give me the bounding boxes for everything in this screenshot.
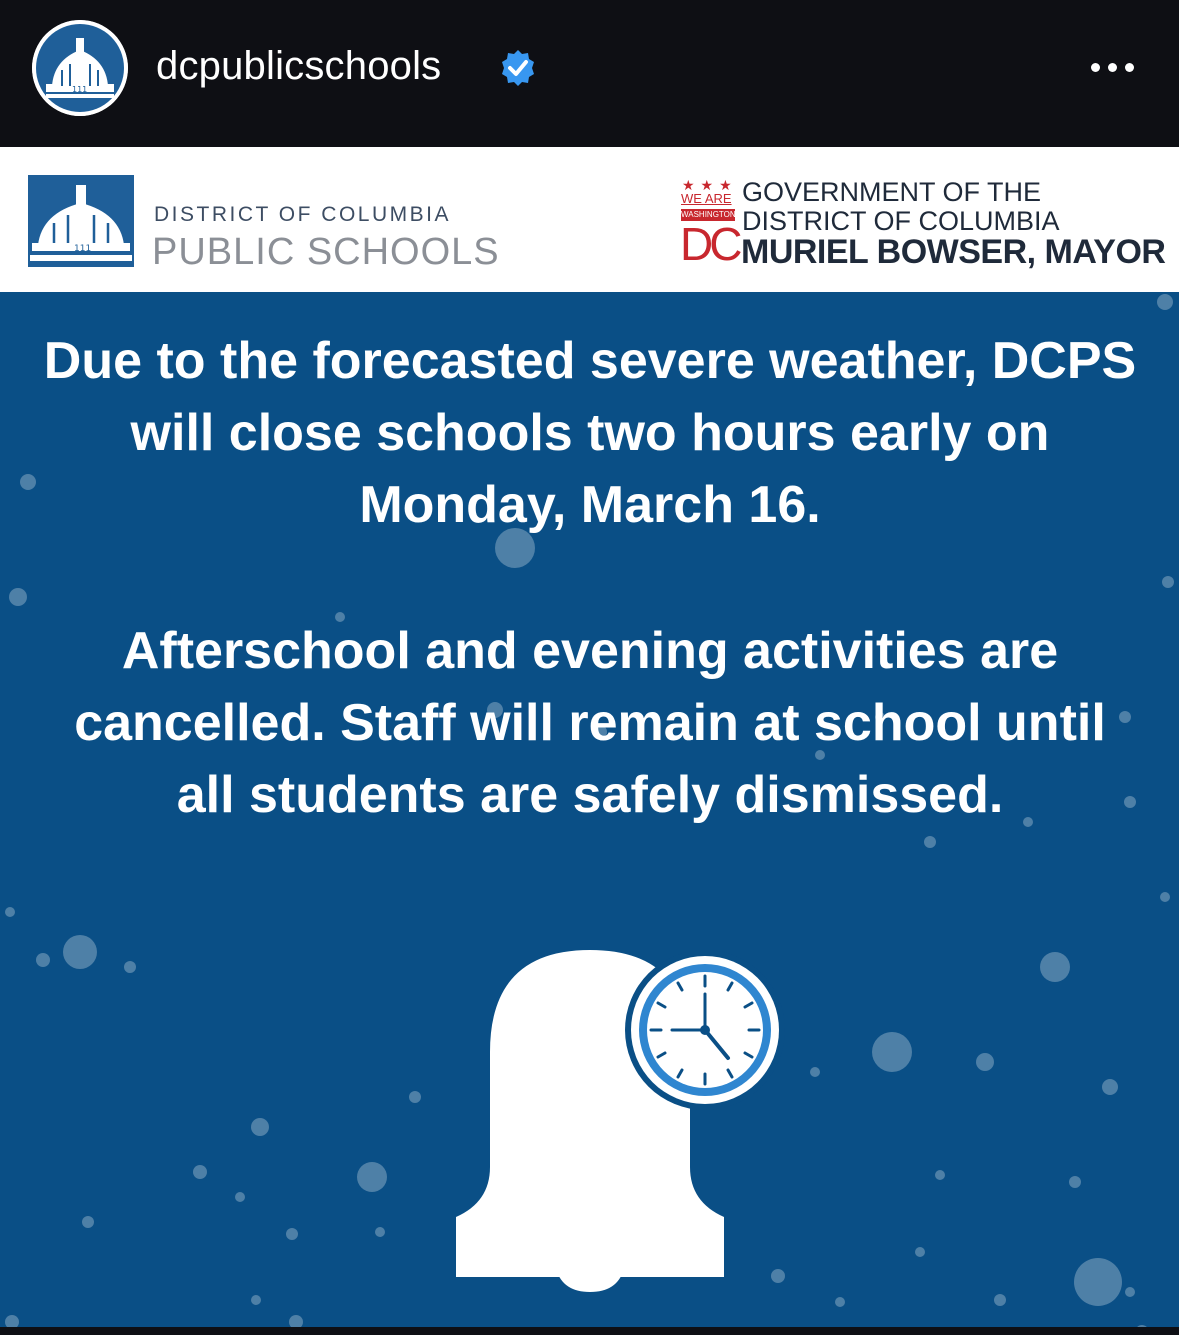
username[interactable]: dcpublicschools [156, 44, 442, 88]
dcps-logo-line1: DISTRICT OF COLUMBIA [154, 203, 451, 226]
verified-badge-icon [498, 48, 538, 88]
more-options-icon [1091, 63, 1100, 72]
svg-text:111: 111 [74, 244, 92, 254]
bell-clock-icon [450, 942, 790, 1292]
capitol-dome-icon [32, 20, 128, 116]
gov-logo-dc: DC [680, 218, 739, 270]
avatar[interactable] [32, 20, 128, 116]
gov-logo-stars: ★★★ [682, 177, 738, 193]
capitol-dome-icon [28, 175, 134, 267]
post-image[interactable] [0, 147, 1179, 1327]
announcement-paragraph-2: Afterschool and evening activities are cancelled. Staff will remain at school until all students are safely dismissed. [74, 622, 1106, 824]
gov-logo-we-are: WE ARE [681, 191, 732, 206]
more-options-button[interactable] [1080, 52, 1144, 82]
svg-text:111: 111 [72, 85, 88, 94]
more-options-icon [1125, 63, 1134, 72]
gov-logo-line2: DISTRICT OF COLUMBIA [742, 206, 1060, 236]
announcement-paragraph-1: Due to the forecasted severe weather, DCPS will close schools two hours early on Monday, March 16. [43, 332, 1137, 534]
gov-logo-line3: MURIEL BOWSER, MAYOR [741, 233, 1166, 271]
post-header [0, 0, 1179, 147]
logo-bar [0, 147, 1179, 292]
dcps-logo-line2: PUBLIC SCHOOLS [152, 231, 500, 273]
gov-logo-washington: WASHINGTON [681, 210, 736, 219]
more-options-icon [1108, 63, 1117, 72]
gov-logo-line1: GOVERNMENT OF THE [742, 177, 1042, 207]
bottom-edge [0, 1327, 1179, 1335]
